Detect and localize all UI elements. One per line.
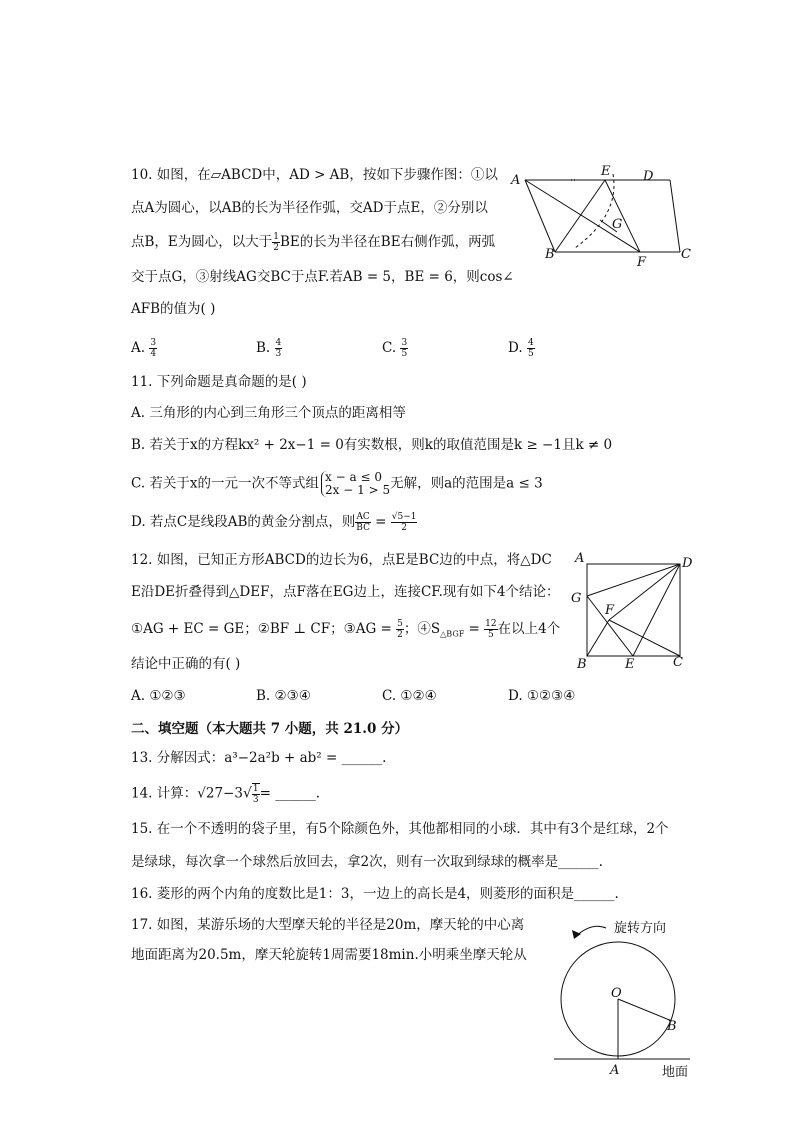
q11-ineq-2: 2x − 1 > 5 (325, 483, 391, 497)
q10-option-a-num: 3 (150, 338, 157, 348)
q12-square-figure (565, 550, 695, 675)
q12-line3 (131, 619, 560, 644)
q12-label-e: E (625, 657, 635, 672)
q10-line4: 交于点G，③射线AG交BC于点F.若AB = 5，BE = 6，则cos∠ (131, 269, 514, 285)
q10-option-d-fraction (527, 338, 535, 359)
q11-golden-den: 2 (401, 523, 407, 533)
q11-option-c-pre: C. 若关于x的一元一次不等式组 (131, 475, 320, 492)
q17-ferris-wheel-figure (548, 912, 696, 1082)
q10-line1: 10. 如图，在▱ABCD中，AD > AB，按如下步骤作图：①以 (131, 167, 498, 183)
q12-ag-fraction (396, 619, 404, 640)
q17-label-a: A (610, 1063, 620, 1078)
q10-option-c-den: 5 (401, 349, 408, 359)
q17-rotation-label: 旋转方向 (614, 921, 667, 936)
q10-label-a: A (511, 173, 521, 188)
q12-area-fraction (484, 619, 497, 640)
q10-option-b-den: 3 (275, 349, 282, 359)
q14-radical-den: 3 (252, 795, 259, 805)
q10-line5: AFB的值为( ) (131, 301, 216, 317)
q17-ground-label: 地面 (662, 1065, 689, 1080)
q10-line3-b: BE的长为半径在BE右侧作弧，两弧 (280, 234, 496, 250)
q12-ag-den: 2 (397, 630, 403, 640)
q12-option-b: B. ②③④ (256, 688, 311, 704)
q10-option-b-num: 4 (275, 338, 282, 348)
q12-line3-b: ；④S (403, 621, 441, 637)
q10-half-num: 1 (273, 232, 280, 242)
q10-option-a-letter: A. (131, 340, 146, 356)
q17-line1: 17. 如图，某游乐场的大型摩天轮的半径是20m，摩天轮的中心离 (131, 917, 525, 933)
q10-line3-a: 点B，E为圆心，以大于 (131, 234, 273, 250)
q14-post: = ______. (259, 785, 321, 802)
q10-side-ab (525, 180, 555, 252)
q14-pre: 14. 计算：√27−3 (131, 785, 243, 802)
q10-option-c-fraction (400, 338, 408, 359)
q12-area-num: 12 (485, 619, 497, 629)
q11-golden-fraction (391, 512, 418, 533)
q10-option-c-num: 3 (401, 338, 408, 348)
q12-line2: E沿DE折叠得到△DEF，点F落在EG边上，连接CF.现有如下4个结论： (131, 584, 560, 600)
q14-radical-num: 1 (252, 784, 259, 794)
q12-segment-bf (587, 620, 609, 656)
q10-option-a (131, 338, 157, 359)
q12-option-a: A. ①②③ (131, 688, 186, 704)
q10-label-c: C (681, 247, 691, 262)
q17-line2: 地面距离为20.5m，摩天轮旋转1周需要18min.小明乘坐摩天轮从 (131, 947, 527, 963)
q10-label-b: B (545, 247, 555, 262)
q12-ag-num: 5 (397, 619, 403, 629)
q10-option-d-letter: D. (508, 340, 523, 356)
q12-label-c: C (673, 655, 683, 670)
q10-option-b-letter: B. (256, 340, 271, 356)
q11-option-b: B. 若关于x的方程kx² + 2x−1 = 0有实数根，则k的取值范围是k ≥ −1且k ≠ 0 (131, 437, 613, 453)
q15-line1: 15. 在一个不透明的袋子里，有5个除颜色外，其他都相同的小球．其中有3个是红球，2个 (131, 821, 669, 837)
section-heading-fill-in: 二、填空题（本大题共 7 小题，共 21.0 分） (131, 721, 409, 737)
q10-line3 (131, 232, 495, 253)
q11-ratio-num: AC (356, 512, 370, 522)
q10-label-g: G (612, 217, 623, 232)
q14-radical-fraction (252, 783, 260, 805)
q11-ratio-fraction (355, 512, 370, 533)
q14-line (131, 783, 320, 805)
q10-option-c (382, 338, 408, 359)
q11-option-c-post: 无解，则a的范围是a ≤ 3 (390, 475, 543, 492)
q10-option-a-fraction (149, 338, 157, 359)
q12-line3-c: = (464, 621, 485, 637)
q17-label-o: O (611, 986, 622, 1001)
q11-equals: = (370, 514, 391, 530)
q11-ineq-1: x − a ≤ 0 (325, 470, 382, 484)
q17-radius-ob (618, 999, 672, 1021)
q10-option-d-num: 4 (527, 338, 534, 348)
q12-label-b: B (577, 657, 587, 672)
q10-segment-be (555, 180, 605, 252)
q17-rotation-arrow-icon (572, 930, 581, 939)
q12-area-subscript: △BGF (440, 629, 465, 639)
q10-option-b-fraction (275, 338, 283, 359)
q10-side-dc (670, 180, 680, 252)
q11-golden-num: √5−1 (391, 512, 417, 522)
q10-label-d: D (643, 169, 654, 184)
q12-label-g: G (571, 591, 582, 606)
q10-half-fraction (272, 232, 280, 253)
q14-radical-icon: √ (242, 785, 252, 802)
q11-option-a: A. 三角形的内心到三角形三个顶点的距离相等 (131, 405, 406, 421)
q10-label-e: E (601, 164, 611, 179)
q11-option-d-pre: D. 若点C是线段AB的黄金分割点，则 (131, 514, 356, 530)
q12-line4: 结论中正确的有( ) (131, 656, 241, 672)
q12-area-den: 5 (488, 630, 494, 640)
q11-option-d (131, 512, 417, 533)
q10-option-d (508, 338, 535, 359)
q12-line3-d: 在以上4个 (497, 621, 561, 637)
q12-option-c: C. ①②④ (382, 688, 437, 704)
q11-stem: 11. 下列命题是真命题的是( ) (131, 374, 307, 390)
q10-label-f: F (637, 255, 647, 270)
q10-half-den: 2 (273, 243, 280, 253)
q16-line: 16. 菱形的两个内角的度数比是1：3，一边上的高长是4，则菱形的面积是______. (131, 886, 619, 902)
q11-ratio-den: BC (356, 523, 370, 533)
q10-line2: 点A为圆心，以AB的长为半径作弧，交AD于点E，②分别以 (131, 200, 488, 216)
q10-option-d-den: 5 (527, 349, 534, 359)
q10-parallelogram-figure (505, 160, 700, 270)
q12-line1: 12. 如图，已知正方形ABCD的边长为6，点E是BC边的中点，将△DC (131, 552, 552, 568)
q12-label-a: A (575, 551, 585, 566)
q12-square-abcd (587, 564, 680, 656)
q10-option-b (256, 338, 282, 359)
q11-inequality-system (321, 471, 390, 497)
q13-line: 13. 分解因式：a³−2a²b + ab² = ______. (131, 750, 387, 766)
q11-option-c (131, 471, 543, 497)
q12-segment-df (609, 564, 680, 620)
q12-option-d: D. ①②③④ (508, 688, 576, 704)
q12-label-d: D (682, 556, 693, 571)
q17-rotation-arc (576, 926, 606, 936)
q10-option-a-den: 4 (150, 349, 157, 359)
q17-label-b: B (667, 1019, 677, 1034)
q10-option-c-letter: C. (382, 340, 397, 356)
q12-line3-a: ①AG + EC = GE；②BF ⊥ CF；③AG = (131, 621, 397, 637)
q15-line2: 是绿球，每次拿一个球然后放回去，拿2次，则有一次取到绿球的概率是______. (131, 854, 603, 870)
q10-arc (575, 174, 614, 248)
q12-label-f: F (605, 603, 615, 618)
